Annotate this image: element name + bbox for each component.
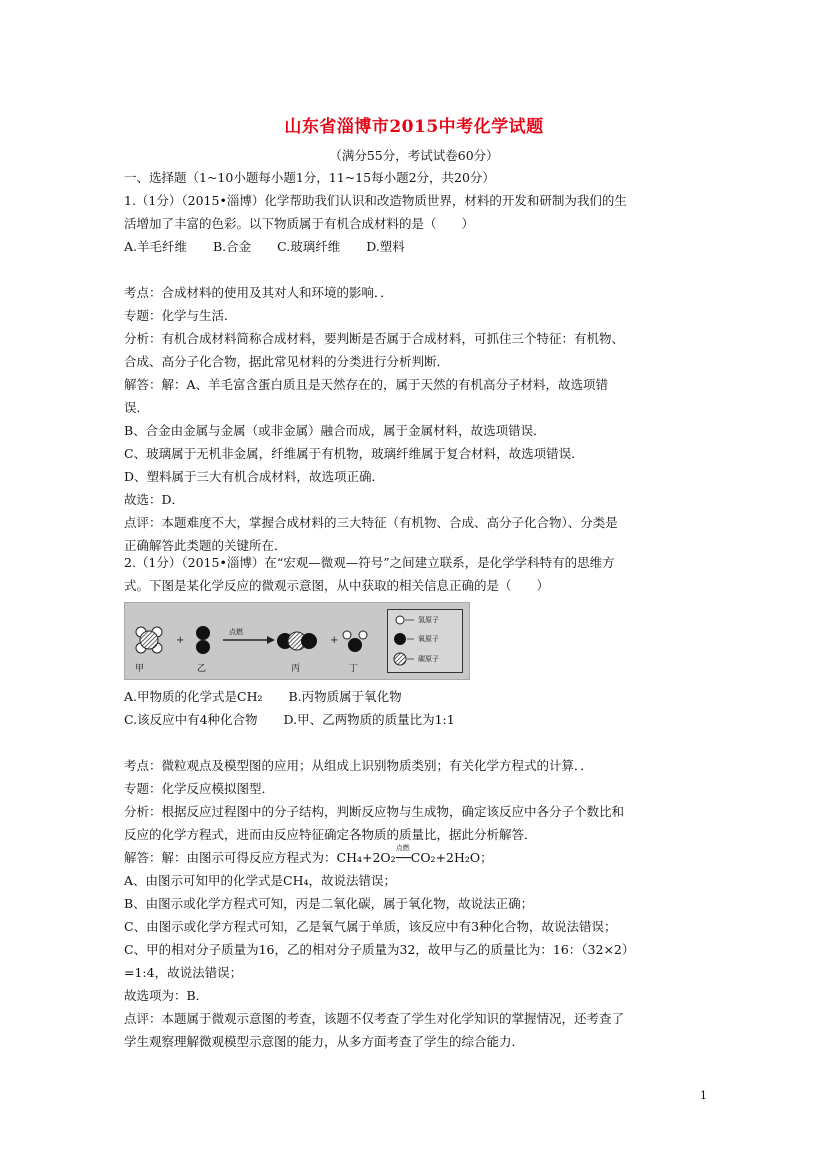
eq-left: CH₄+2O₂ — [336, 850, 396, 865]
arrow-condition: 点燃 — [229, 628, 243, 636]
svg-text:+: + — [330, 635, 339, 646]
molecule-bing — [277, 632, 317, 650]
question-2-stem — [124, 551, 704, 597]
q1-option-a: A.羊毛纤维 — [124, 239, 188, 254]
q1-options — [124, 235, 704, 258]
q2-analysis-line: B、由图示或化学方程式可知，丙是二氧化碳，属于氧化物，故说法正确； — [124, 896, 534, 911]
q2-options-row1 — [124, 685, 704, 708]
q2-analysis-line: =1:4，故说法错误； — [124, 965, 243, 980]
q1-analysis-line: 故选：D． — [124, 492, 185, 507]
q1-option-c: C.玻璃纤维 — [277, 239, 341, 254]
reaction-diagram — [124, 602, 470, 680]
page-number: 1 — [700, 1089, 707, 1102]
legend-hydrogen: 氢原子 — [418, 616, 439, 624]
q2-analysis-line: A、由图示可知甲的化学式是CH₄，故说法错误； — [124, 873, 397, 888]
label-yi: 乙 — [197, 664, 207, 674]
label-jia: 甲 — [135, 664, 145, 674]
q2-analysis-line: 学生观察理解微观模型示意图的能力，从多方面考查了学生的综合能力． — [124, 1034, 525, 1049]
q2-option-a: A.甲物质的化学式是CH₂ — [124, 689, 263, 704]
eq-right: CO₂+2H₂O； — [410, 850, 493, 865]
eq-arrow: 点燃 ── — [396, 846, 411, 869]
q2-analysis-line: 考点：微粒观点及模型图的应用；从组成上识别物质类别；有关化学方程式的计算．． — [124, 758, 593, 773]
q2-option-d: D.甲、乙两物质的质量比为1:1 — [283, 712, 455, 727]
question-2-body — [124, 685, 704, 1053]
page-title: 山东省淄博市2015中考化学试题 — [284, 117, 544, 137]
section-heading: 一、选择题（1~10小题每小题1分，11~15每小题2分，共20分） — [124, 170, 495, 185]
q1-option-b: B.合金 — [213, 239, 252, 254]
svg-text:+: + — [176, 635, 185, 646]
label-bing: 丙 — [291, 664, 301, 674]
q1-analysis-line: 解答：解：A、羊毛富含蛋白质且是天然存在的，属于天然的有机高分子材料，故选项错 — [124, 377, 609, 392]
molecule-jia — [136, 627, 162, 653]
q1-stem-line1: 1.（1分）（2015•淄博）化学帮助我们认识和改造物质世界，材料的开发和研制为我们的生 — [124, 193, 627, 208]
q1-analysis-line: 专题：化学与生活． — [124, 308, 237, 323]
eq-prefix: 解答：解：由图示可得反应方程式为： — [124, 850, 337, 865]
label-ding: 丁 — [349, 664, 359, 674]
page-subtitle: （满分55分，考试试卷60分） — [329, 148, 499, 163]
q2-equation-line — [124, 846, 704, 869]
q2-analysis-line: 故选项为：B． — [124, 988, 209, 1003]
q2-analysis-line: 反应的化学方程式，进而由反应特征确定各物质的质量比，据此分析解答． — [124, 827, 537, 842]
q1-option-d: D.塑料 — [366, 239, 405, 254]
q1-analysis-line: 点评：本题难度不大，掌握合成材料的三大特征（有机物、合成、高分子化合物）、分类是 — [124, 515, 618, 530]
q2-option-c: C.该反应中有4种化合物 — [124, 712, 258, 727]
q1-analysis-line: 分析：有机合成材料简称合成材料，要判断是否属于合成材料，可抓住三个特征：有机物、 — [124, 331, 625, 346]
q1-analysis-line: 考点：合成材料的使用及其对人和环境的影响．． — [124, 285, 393, 300]
q2-stem-line2: 式。下图是某化学反应的微观示意图，从中获取的相关信息正确的是（ ） — [124, 578, 550, 593]
question-1-block — [124, 166, 704, 557]
q2-stem-line1: 2.（1分）（2015•淄博）在“宏观—微观—符号”之间建立联系，是化学学科特有的思维方 — [124, 555, 615, 570]
q1-analysis-line: D、塑料属于三大有机合成材料，故选项正确． — [124, 469, 385, 484]
molecule-ding — [343, 631, 367, 652]
q2-analysis-line: 点评：本题属于微观示意图的考查，该题不仅考查了学生对化学知识的掌握情况，还考查了 — [124, 1011, 625, 1026]
q2-analysis-line: C、由图示或化学方程式可知，乙是氧气属于单质，该反应中有3种化合物，故说法错误； — [124, 919, 617, 934]
legend-carbon: 碳原子 — [418, 655, 439, 663]
q2-options-row2 — [124, 708, 704, 731]
q1-analysis-line: 合成、高分子化合物，据此常见材料的分类进行分析判断． — [124, 354, 450, 369]
eq-condition: 点燃 — [395, 844, 410, 852]
q1-analysis-line: B、合金由金属与金属（或非金属）融合而成，属于金属材料，故选项错误． — [124, 423, 546, 438]
molecule-yi — [196, 626, 210, 654]
q1-analysis-line: 误． — [124, 400, 150, 415]
q1-analysis-line: 正确解答此类题的关键所在． — [124, 538, 287, 553]
q2-option-b: B.丙物质属于氧化物 — [288, 689, 402, 704]
q2-analysis-line: C、甲的相对分子质量为16，乙的相对分子质量为32，故甲与乙的质量比为：16：（32×2） — [124, 942, 635, 957]
diagram-legend — [387, 609, 463, 673]
q1-stem-line2: 活增加了丰富的色彩。以下物质属于有机合成材料的是（ ） — [124, 216, 475, 231]
q2-analysis-line: 专题：化学反应模拟图型． — [124, 781, 275, 796]
legend-oxygen: 氧原子 — [418, 635, 439, 643]
q1-analysis-line: C、玻璃属于无机非金属，纤维属于有机物，玻璃纤维属于复合材料，故选项错误． — [124, 446, 584, 461]
q2-analysis-line: 分析：根据反应过程图中的分子结构，判断反应物与生成物，确定该反应中各分子个数比和 — [124, 804, 625, 819]
